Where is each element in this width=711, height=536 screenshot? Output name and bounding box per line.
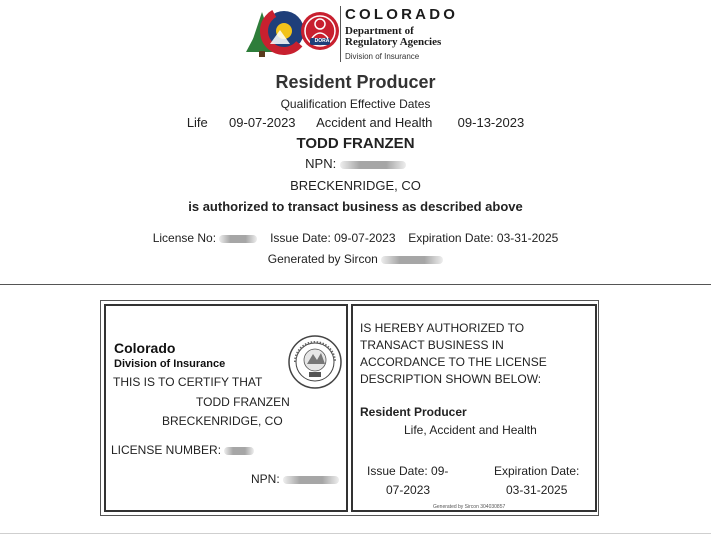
generated-by-line [0,252,711,266]
generated-id-redacted [381,256,443,264]
division-name: Division of Insurance [345,52,420,61]
qual-ah-name: Accident and Health [316,115,433,130]
license-dates-line [0,231,711,245]
colorado-dora-logo [244,4,484,62]
card-license-number [111,443,254,457]
card-state: Colorado [114,340,176,356]
npn-line [0,156,711,171]
qual-ah-date: 09-13-2023 [457,115,525,130]
card-location: BRECKENRIDGE, CO [162,414,283,428]
card-certify: THIS IS TO CERTIFY THAT [113,375,263,389]
expiration-date: Expiration Date: 03-31-2025 [408,231,559,245]
license-type-title: Resident Producer [275,72,436,92]
colorado-c-icon [244,4,340,62]
card-expiration-1: Expiration Date: [494,464,580,478]
card-footer-small: Generated by Sircon 304030857 [433,504,506,510]
qualification-dates [0,115,711,130]
card-issue-date-2: 07-2023 [386,483,431,497]
card-division: Division of Insurance [114,358,226,370]
card-license-number-redacted [224,447,254,455]
card-license-number-label: LICENSE NUMBER: [111,443,222,457]
department-name: Department of Regulatory Agencies [345,25,442,48]
logo-divider [340,6,341,62]
issue-date: Issue Date: 09-07-2023 [270,231,396,245]
authorized-statement: is authorized to transact business as described above [188,199,523,214]
generated-by: Generated by Sircon [267,252,378,266]
card-npn-redacted [283,476,339,484]
card-holder-name: TODD FRANZEN [196,395,290,409]
card-expiration-2: 03-31-2025 [506,483,568,497]
qual-life-name: Life [186,115,208,130]
license-no-label: License No: [152,231,217,245]
holder-location: BRECKENRIDGE, CO [290,178,421,193]
license-no-redacted [219,235,257,243]
dora-label: DORA [314,38,330,44]
state-seal-icon [287,334,343,390]
npn-label: NPN: [305,156,337,171]
card-npn [251,472,339,486]
card-npn-label: NPN: [251,472,280,486]
colorado-wordmark: COLORADO [345,6,459,23]
card-issue-date-1: Issue Date: 09- [367,464,449,478]
page-bottom-divider [0,533,711,534]
npn-redacted [340,161,406,169]
holder-name: TODD FRANZEN [296,135,415,152]
qualification-title: Qualification Effective Dates [280,97,431,111]
card-producer-type: Resident Producer [360,405,467,419]
card-lines-of-authority: Life, Accident and Health [404,423,537,437]
qual-life-date: 09-07-2023 [229,115,296,130]
card-authorized-text: IS HEREBY AUTHORIZED TO TRANSACT BUSINESS IN ACCORDANCE TO THE LICENSE DESCRIPTION SHOWN BELOW: [360,321,547,386]
section-divider [0,284,711,285]
